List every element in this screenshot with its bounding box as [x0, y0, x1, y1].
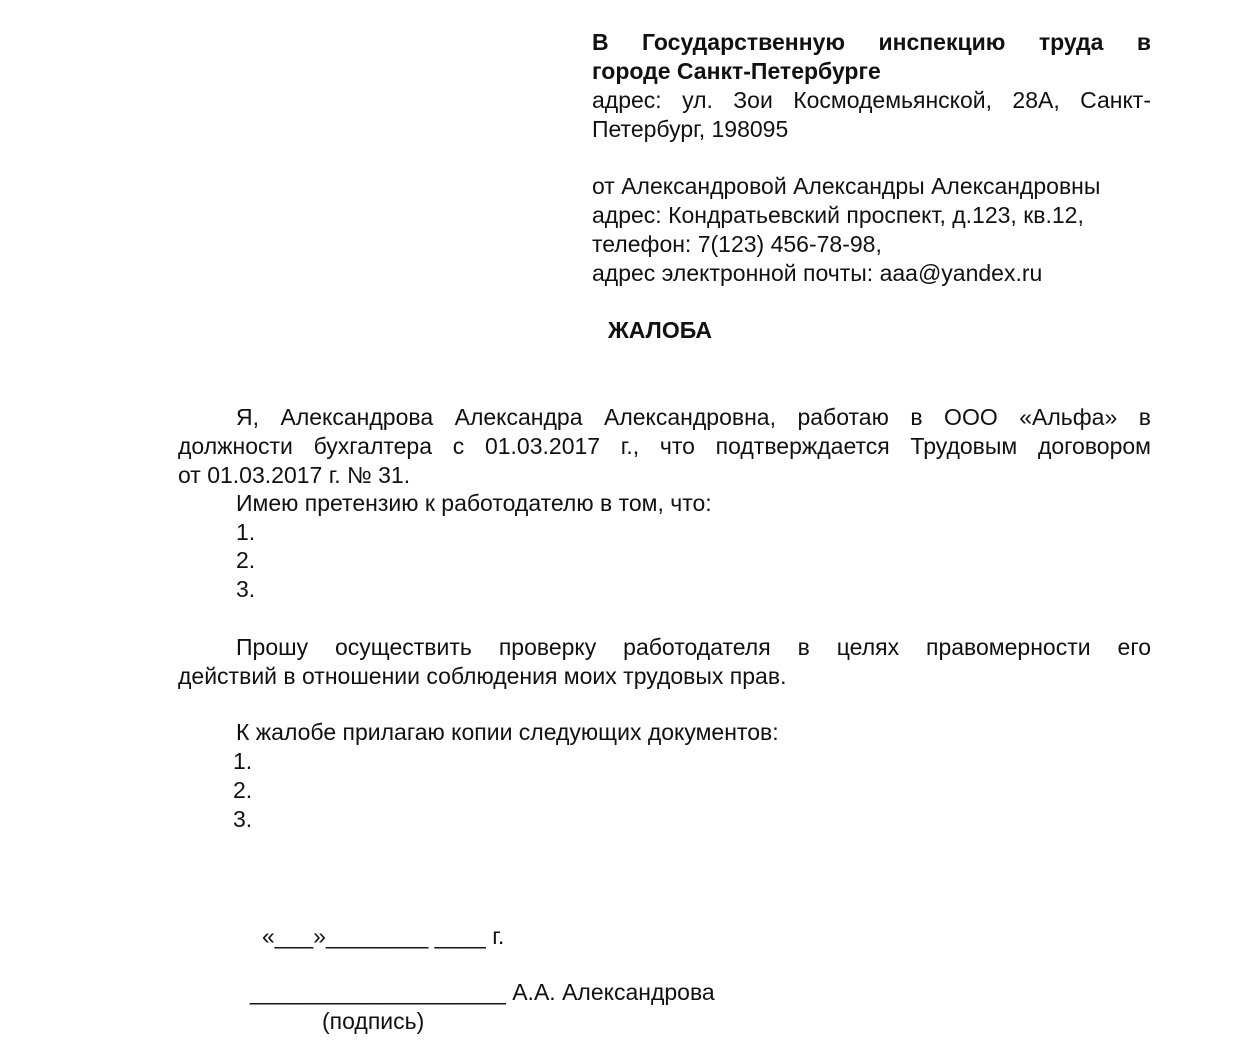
- request-line-1: Прошу осуществить проверку работодателя в целях правомерности его: [236, 634, 1151, 660]
- recipient-address-line-2: Петербург, 198095: [592, 116, 789, 142]
- sender-name: от Александровой Александры Александровны: [592, 173, 1101, 199]
- claim-item-3: 3.: [236, 576, 256, 602]
- signature-line: ____________________ А.А. Александрова: [250, 979, 715, 1005]
- recipient-address-line-1: адрес: ул. Зои Космодемьянской, 28А, Санкт-: [592, 87, 1151, 113]
- intro-line-3: от 01.03.2017 г. № 31.: [178, 462, 411, 488]
- attachment-item-3: 3.: [233, 806, 253, 832]
- attachments-intro: К жалобе прилагаю копии следующих документов:: [236, 719, 779, 745]
- intro-line-1: Я, Александрова Александра Александровна, работаю в ООО «Альфа» в: [236, 404, 1151, 430]
- document-title: ЖАЛОБА: [608, 317, 712, 343]
- date-line: «___»________ ____ г.: [262, 923, 505, 949]
- claim-intro: Имею претензию к работодателю в том, что:: [236, 490, 712, 516]
- sender-phone: телефон: 7(123) 456-78-98,: [592, 231, 882, 257]
- intro-line-2: должности бухгалтера с 01.03.2017 г., что подтверждается Трудовым договором: [178, 433, 1151, 459]
- sender-email: адрес электронной почты: aaa@yandex.ru: [592, 260, 1043, 286]
- sender-address: адрес: Кондратьевский проспект, д.123, кв.12,: [592, 202, 1084, 228]
- claim-item-1: 1.: [236, 519, 256, 545]
- claim-item-2: 2.: [236, 547, 256, 573]
- request-line-2: действий в отношении соблюдения моих трудовых прав.: [178, 663, 787, 689]
- recipient-line-1: В Государственную инспекцию труда в: [592, 29, 1151, 55]
- signature-caption: (подпись): [322, 1008, 425, 1034]
- attachment-item-1: 1.: [233, 748, 253, 774]
- recipient-line-2: городе Санкт-Петербурге: [592, 58, 881, 84]
- attachment-item-2: 2.: [233, 777, 253, 803]
